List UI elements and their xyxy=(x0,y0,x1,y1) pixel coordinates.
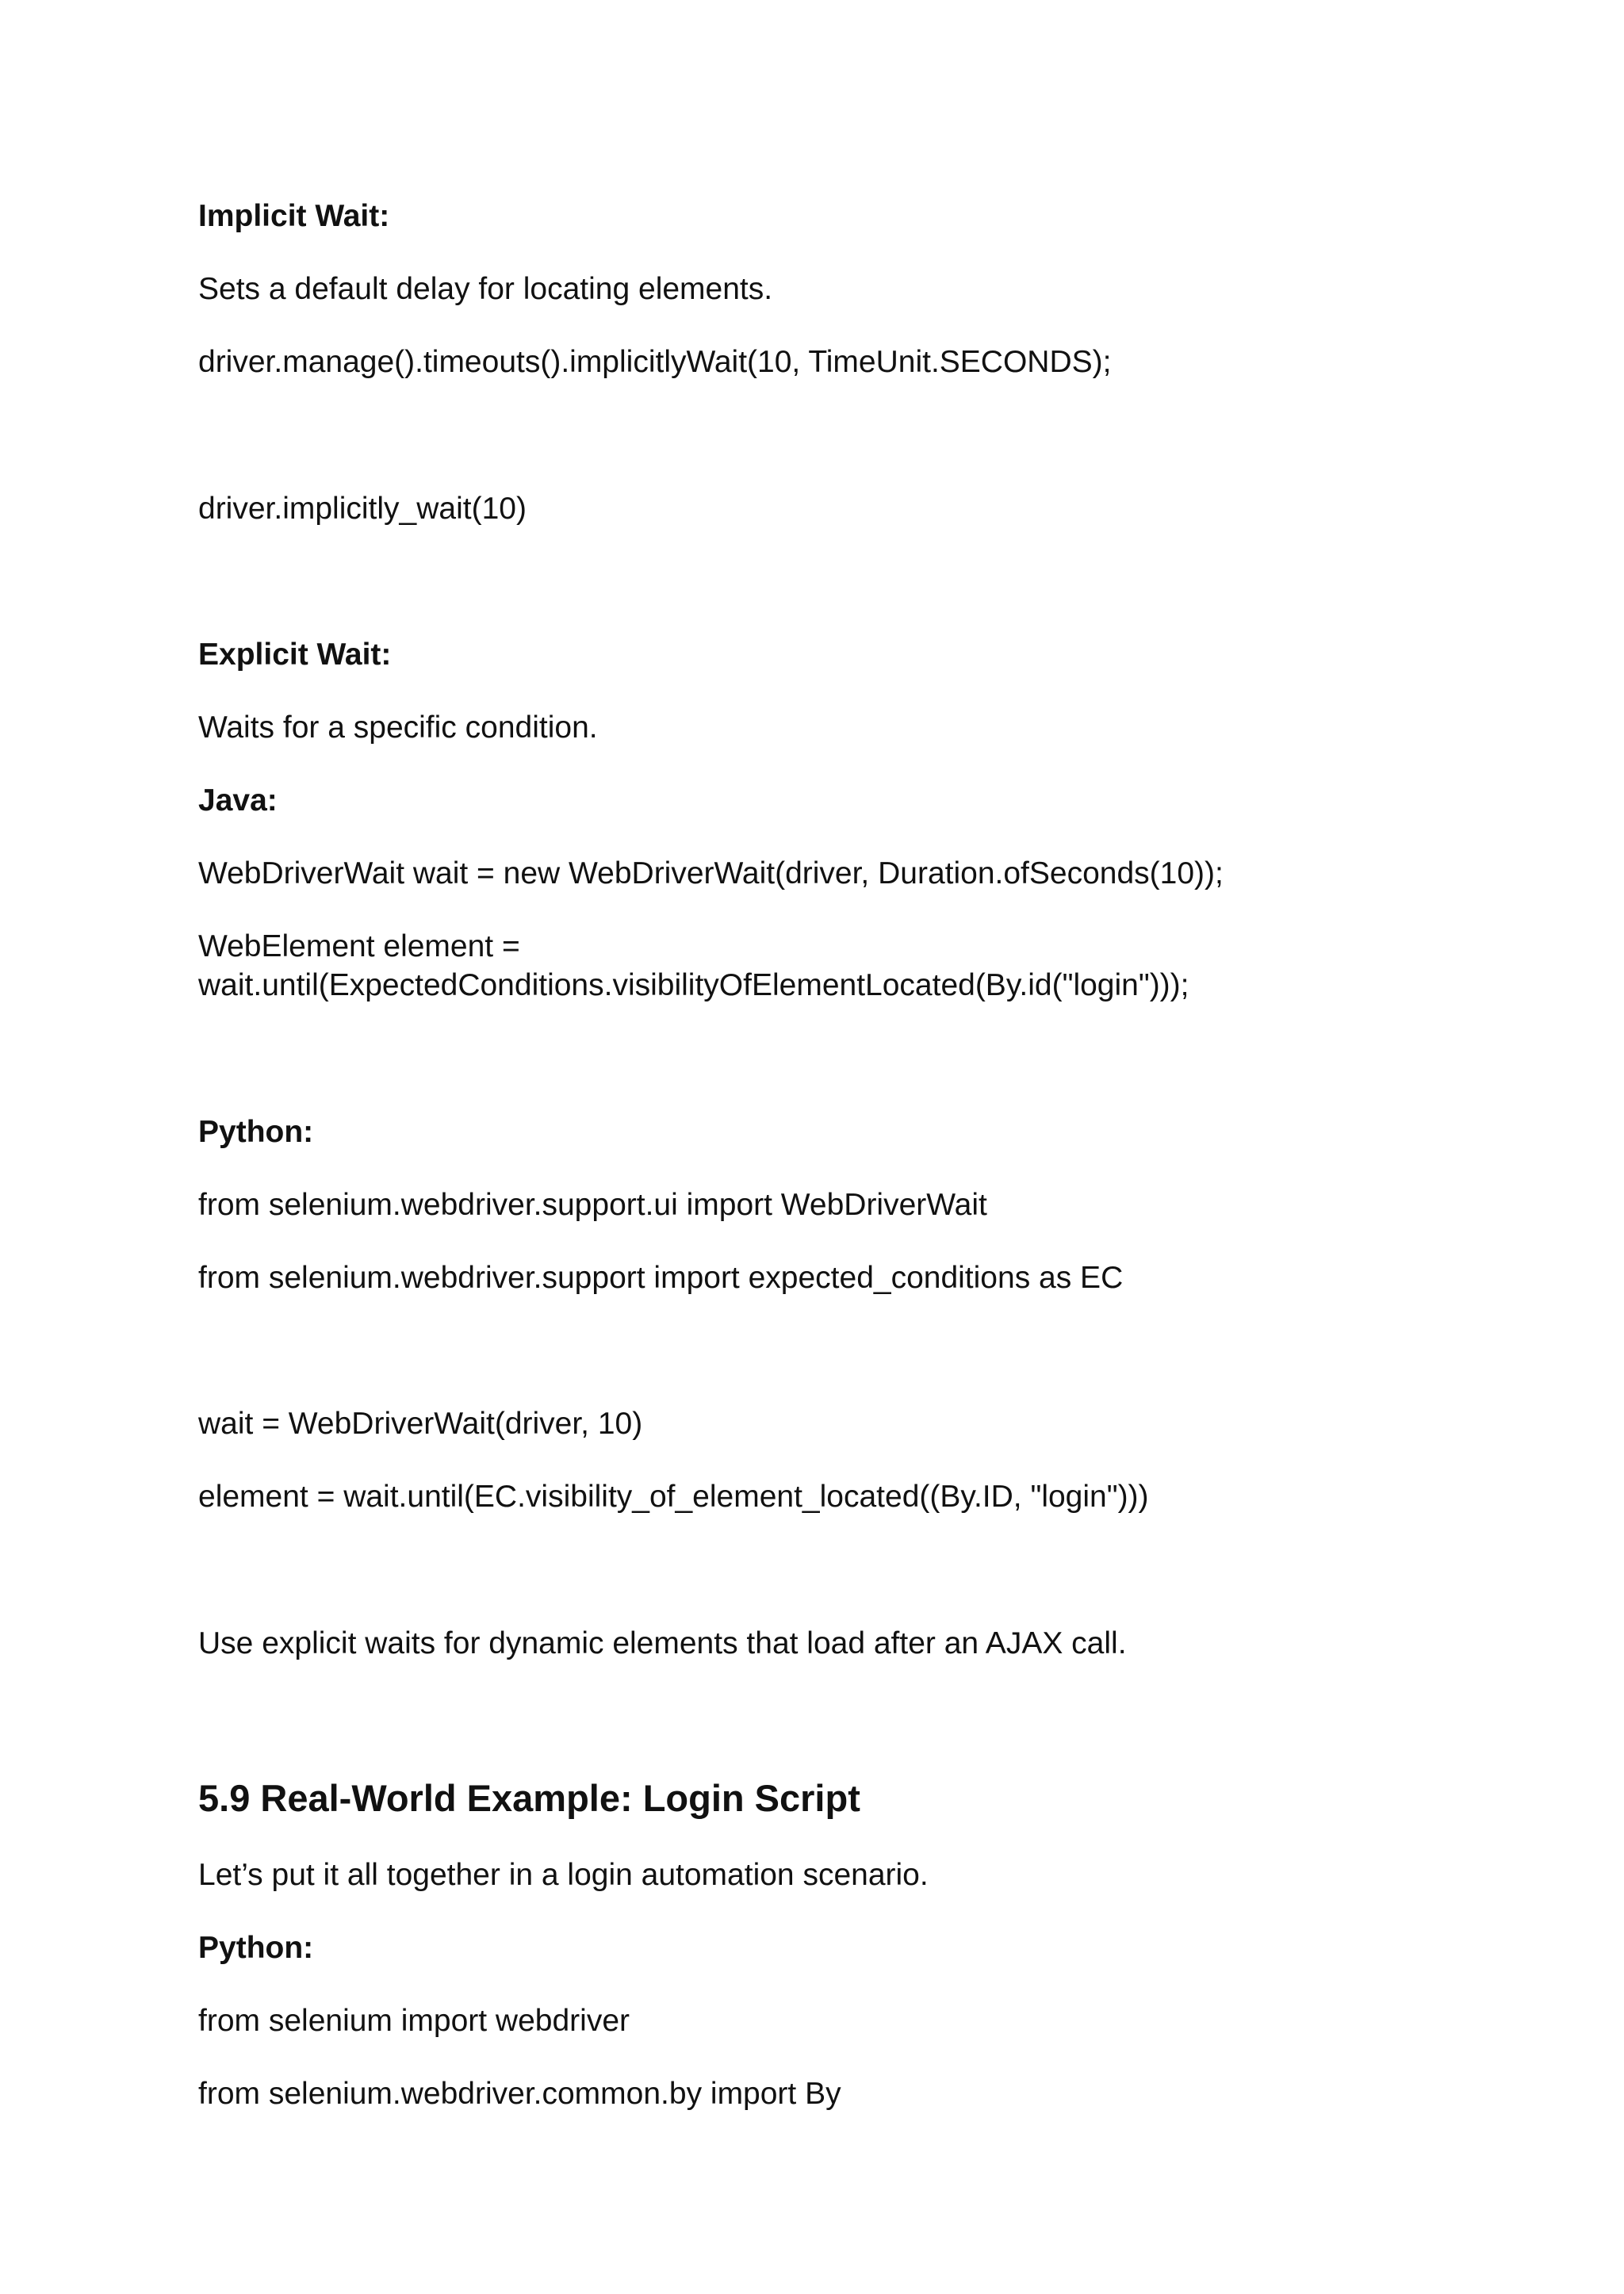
explicit-wait-tip: Use explicit waits for dynamic elements that load after an AJAX call. xyxy=(198,1626,1127,1660)
section-5-9-python-line-1: from selenium import webdriver xyxy=(198,2004,630,2038)
explicit-wait-python-line-1: from selenium.webdriver.support.ui import WebDriverWait xyxy=(198,1188,987,1222)
explicit-wait-python-line-4: element = wait.until(EC.visibility_of_element_located((By.ID, "login"))) xyxy=(198,1480,1149,1514)
explicit-wait-python-line-2: from selenium.webdriver.support import expected_conditions as EC xyxy=(198,1261,1124,1295)
section-5-9-title: 5.9 Real-World Example: Login Script xyxy=(198,1777,860,1819)
explicit-wait-python-label: Python: xyxy=(198,1115,314,1149)
implicit-wait-python-code: driver.implicitly_wait(10) xyxy=(198,492,527,526)
section-5-9-python-line-2: from selenium.webdriver.common.by import By xyxy=(198,2077,841,2111)
implicit-wait-description: Sets a default delay for locating elements. xyxy=(198,272,773,306)
explicit-wait-java-line-2b: wait.until(ExpectedConditions.visibilityOfElementLocated(By.id("login"))); xyxy=(198,968,1189,1002)
implicit-wait-java-code: driver.manage().timeouts().implicitlyWait(10, TimeUnit.SECONDS); xyxy=(198,345,1112,379)
explicit-wait-description: Waits for a specific condition. xyxy=(198,710,598,745)
section-5-9-intro: Let’s put it all together in a login automation scenario. xyxy=(198,1858,929,1892)
section-5-9-python-label: Python: xyxy=(198,1931,314,1965)
explicit-wait-java-label: Java: xyxy=(198,783,278,818)
implicit-wait-heading: Implicit Wait: xyxy=(198,199,390,233)
explicit-wait-java-line-2a: WebElement element = xyxy=(198,929,520,963)
explicit-wait-python-line-3: wait = WebDriverWait(driver, 10) xyxy=(198,1407,643,1441)
explicit-wait-heading: Explicit Wait: xyxy=(198,638,392,672)
explicit-wait-java-line-1: WebDriverWait wait = new WebDriverWait(driver, Duration.ofSeconds(10)); xyxy=(198,856,1224,890)
